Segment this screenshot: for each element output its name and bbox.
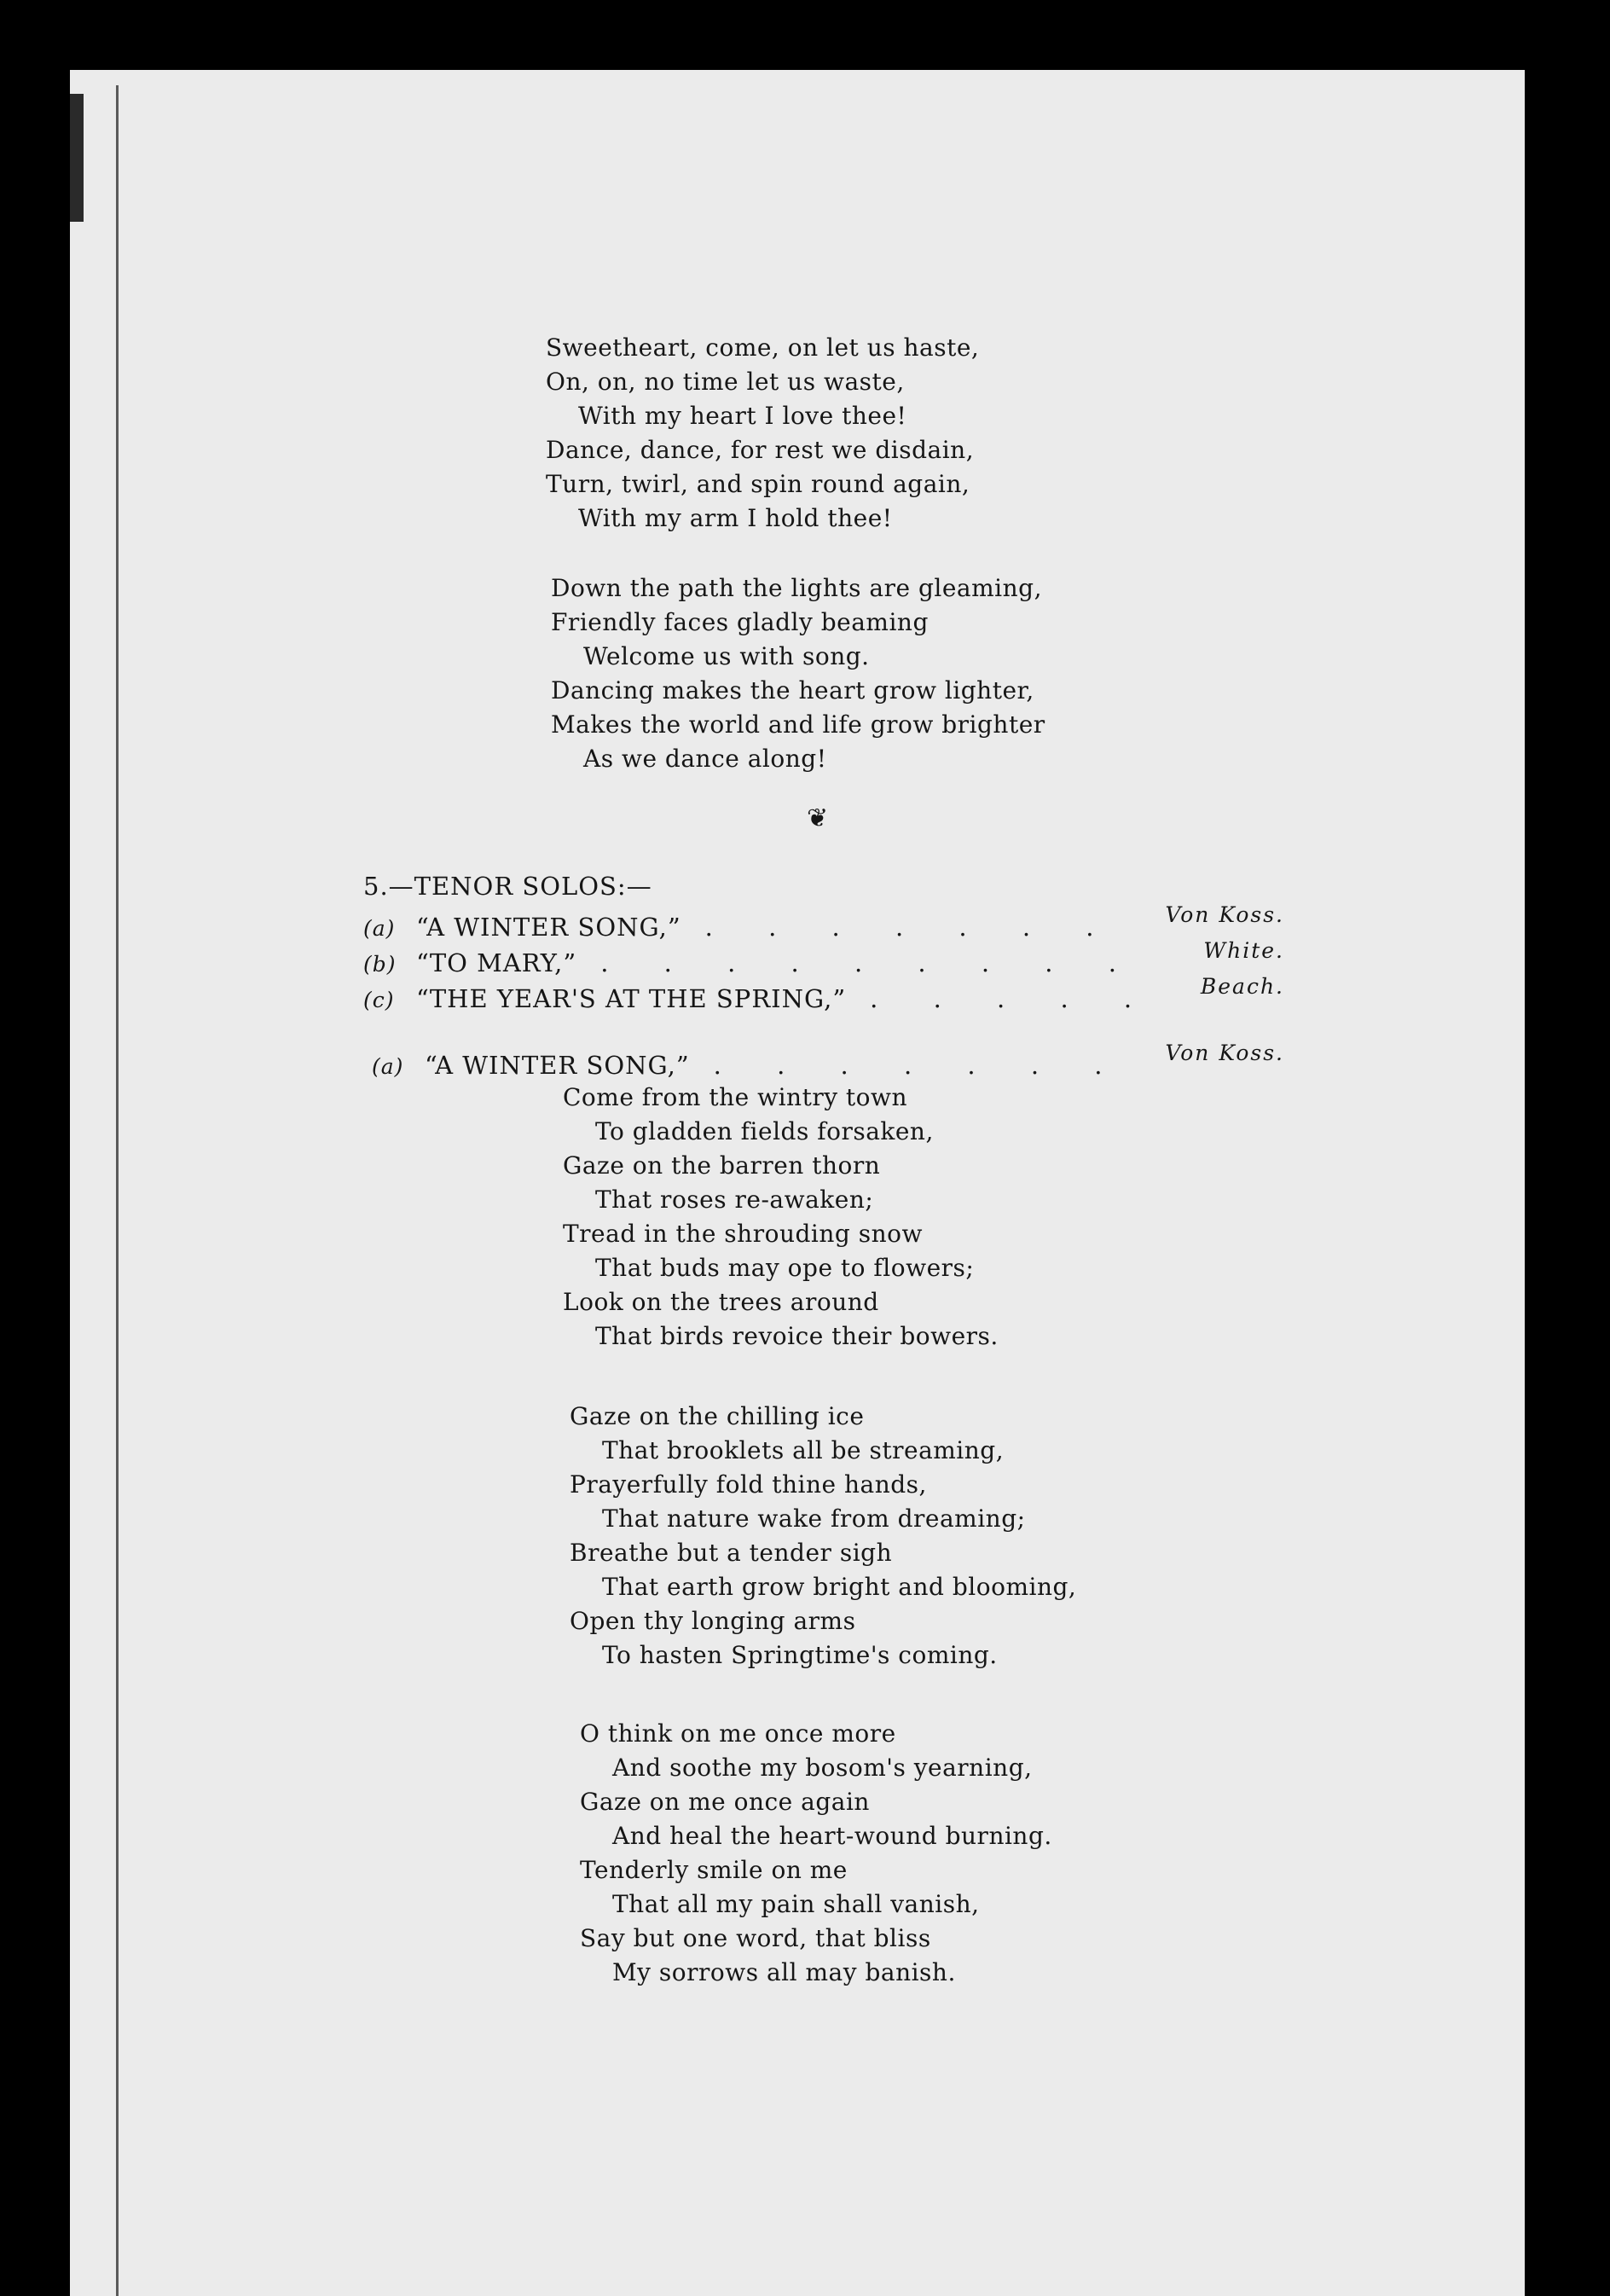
program-item-a — [363, 902, 1284, 947]
verse-line: Say but one word, that bliss — [580, 1924, 931, 1952]
verse-line: That brooklets all be streaming, — [602, 1436, 1005, 1464]
verse-line: Gaze on the chilling ice — [570, 1402, 865, 1430]
verse-line: Come from the wintry town — [563, 1083, 908, 1111]
item-composer: White. — [1203, 938, 1284, 963]
song-stanza-1 — [563, 1080, 999, 1353]
verse-line: That all my pain shall vanish, — [612, 1890, 980, 1918]
verse-line: That buds may ope to flowers; — [595, 1254, 975, 1282]
ornament-fleuron: ❦ — [807, 803, 829, 833]
verse-line: That nature wake from dreaming; — [602, 1505, 1026, 1533]
verse-line: Prayerfully fold thine hands, — [570, 1470, 927, 1499]
program-item-b — [363, 938, 1284, 983]
verse-line: To hasten Springtime's coming. — [602, 1641, 998, 1669]
verse-line: And heal the heart-wound burning. — [612, 1822, 1052, 1850]
verse-line: Welcome us with song. — [583, 642, 870, 670]
item-title: “A WINTER SONG,” — [416, 913, 681, 942]
verse-line: With my arm I hold thee! — [578, 504, 893, 532]
verse-line: Down the path the lights are gleaming, — [551, 574, 1042, 602]
leader-dots: . . . . . — [870, 984, 1156, 1013]
verse-line: With my heart I love thee! — [578, 402, 907, 430]
song-marker: (a) — [372, 1054, 404, 1079]
verse-line: As we dance along! — [583, 745, 827, 773]
verse-line: Tenderly smile on me — [580, 1856, 848, 1884]
verse-stanza-1 — [546, 331, 979, 536]
leader-dots: . . . . . . . — [704, 913, 1118, 942]
verse-stanza-2 — [551, 571, 1045, 776]
song-stanza-2 — [570, 1399, 1076, 1672]
song-stanza-3 — [580, 1716, 1052, 1989]
page-edge-line — [116, 85, 119, 2296]
verse-line: Breathe but a tender sigh — [570, 1539, 893, 1567]
verse-line: My sorrows all may banish. — [612, 1958, 956, 1986]
item-title: “THE YEAR'S AT THE SPRING,” — [416, 984, 847, 1013]
item-marker: (a) — [363, 916, 396, 941]
verse-line: On, on, no time let us waste, — [546, 368, 905, 396]
verse-line: Turn, twirl, and spin round again, — [546, 470, 970, 498]
verse-line: And soothe my bosom's yearning, — [612, 1754, 1033, 1782]
song-title: “A WINTER SONG,” — [425, 1051, 690, 1080]
section-title: 5.—TENOR SOLOS:— — [363, 872, 652, 901]
verse-line: That roses re-awaken; — [595, 1186, 874, 1214]
leader-dots: . . . . . . . — [713, 1051, 1126, 1080]
verse-line: Gaze on the barren thorn — [563, 1151, 881, 1180]
binding-shadow — [70, 94, 84, 222]
verse-line: Tread in the shrouding snow — [563, 1220, 923, 1248]
verse-line: Dance, dance, for rest we disdain, — [546, 436, 975, 464]
verse-line: Dancing makes the heart grow lighter, — [551, 676, 1034, 704]
program-item-c — [363, 974, 1284, 1018]
item-composer: Beach. — [1200, 974, 1284, 999]
verse-line: That birds revoice their bowers. — [595, 1322, 999, 1350]
verse-line: Look on the trees around — [563, 1288, 879, 1316]
verse-line: Gaze on me once again — [580, 1788, 870, 1816]
verse-line: Sweetheart, come, on let us haste, — [546, 333, 980, 362]
verse-line: To gladden fields forsaken, — [595, 1117, 934, 1145]
verse-line: Friendly faces gladly beaming — [551, 608, 929, 636]
item-marker: (c) — [363, 988, 395, 1012]
verse-line: That earth grow bright and blooming, — [602, 1573, 1077, 1601]
item-composer: Von Koss. — [1165, 902, 1284, 927]
song-composer: Von Koss. — [1165, 1041, 1284, 1065]
leader-dots: . . . . . . . . . — [600, 948, 1140, 977]
item-title: “TO MARY,” — [416, 948, 577, 977]
item-marker: (b) — [363, 952, 397, 977]
verse-line: O think on me once more — [580, 1719, 896, 1748]
verse-line: Open thy longing arms — [570, 1607, 856, 1635]
verse-line: Makes the world and life grow brighter — [551, 710, 1045, 739]
